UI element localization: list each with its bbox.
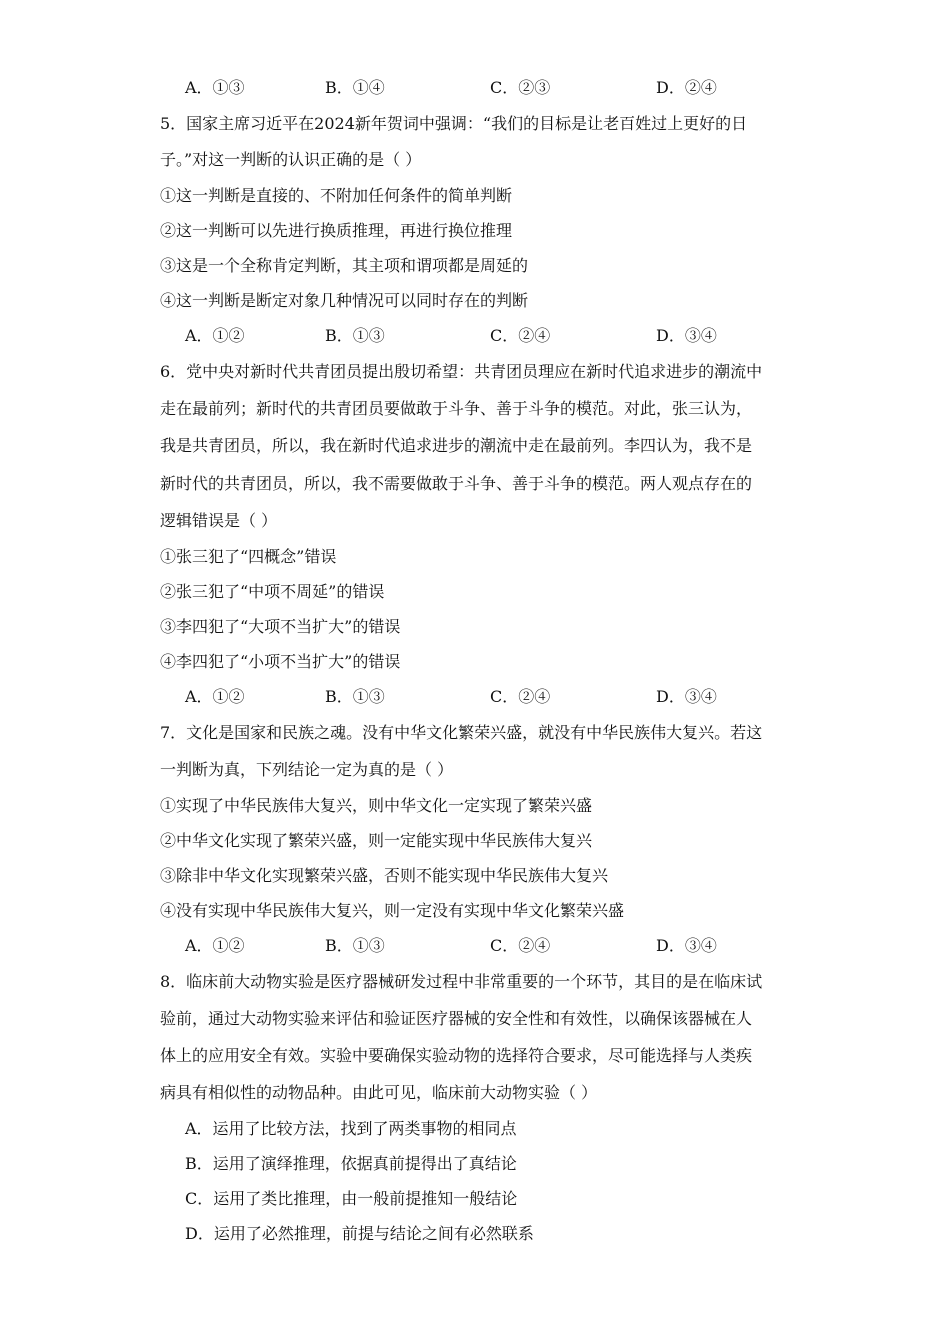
q6-item: ③李四犯了“大项不当扩大”的错误: [160, 617, 401, 636]
q5-item: ②这一判断可以先进行换质推理，再进行换位推理: [160, 221, 513, 240]
q6-stem-line: 我是共青团员，所以，我在新时代追求进步的潮流中走在最前列。李四认为，我不是: [160, 436, 753, 455]
q6-item: ②张三犯了“中项不周延”的错误: [160, 582, 385, 601]
q5-option-d: D．③④: [656, 326, 717, 345]
q8-option-a: A．运用了比较方法，找到了两类事物的相同点: [185, 1119, 517, 1138]
q6-option-b: B．①③: [325, 687, 385, 706]
q6-item: ①张三犯了“四概念”错误: [160, 547, 337, 566]
q7-option-d: D．③④: [656, 936, 717, 955]
q6-option-c: C．②④: [490, 687, 551, 706]
q7-item: ④没有实现中华民族伟大复兴，则一定没有实现中华文化繁荣兴盛: [160, 901, 625, 920]
q4-option-d: D．②④: [656, 78, 717, 97]
q8-option-b: B．运用了演绎推理，依据真前提得出了真结论: [185, 1154, 517, 1173]
q6-stem-line: 走在最前列；新时代的共青团员要做敢于斗争、善于斗争的模范。对此，张三认为，: [160, 399, 753, 418]
q7-item: ①实现了中华民族伟大复兴，则中华文化一定实现了繁荣兴盛: [160, 796, 593, 815]
q5-option-a: A．①②: [185, 326, 245, 345]
q4-option-b: B．①④: [325, 78, 385, 97]
q8-option-c: C．运用了类比推理，由一般前提推知一般结论: [185, 1189, 518, 1208]
q5-item: ①这一判断是直接的、不附加任何条件的简单判断: [160, 186, 513, 205]
q6-stem-line: 6．党中央对新时代共青团员提出殷切希望：共青团员理应在新时代追求进步的潮流中: [160, 362, 763, 381]
q7-item: ②中华文化实现了繁荣兴盛，则一定能实现中华民族伟大复兴: [160, 831, 593, 850]
q6-stem-line: 逻辑错误是（ ）: [160, 511, 278, 530]
q7-option-c: C．②④: [490, 936, 551, 955]
q7-stem-line: 一判断为真，下列结论一定为真的是（ ）: [160, 760, 454, 779]
q5-option-b: B．①③: [325, 326, 385, 345]
q4-option-a: A．①③: [185, 78, 245, 97]
q8-option-d: D．运用了必然推理，前提与结论之间有必然联系: [185, 1224, 534, 1243]
q4-option-c: C．②③: [490, 78, 551, 97]
q5-stem-line: 子。”对这一判断的认识正确的是（ ）: [160, 150, 422, 169]
q6-option-d: D．③④: [656, 687, 717, 706]
q5-option-c: C．②④: [490, 326, 551, 345]
q8-stem-line: 病具有相似性的动物品种。由此可见，临床前大动物实验（ ）: [160, 1083, 598, 1102]
q7-stem-line: 7．文化是国家和民族之魂。没有中华文化繁荣兴盛，就没有中华民族伟大复兴。若这: [160, 723, 763, 742]
q8-stem-line: 验前，通过大动物实验来评估和验证医疗器械的安全性和有效性，以确保该器械在人: [160, 1009, 753, 1028]
q7-item: ③除非中华文化实现繁荣兴盛，否则不能实现中华民族伟大复兴: [160, 866, 609, 885]
q5-stem-line: 5．国家主席习近平在2024新年贺词中强调：“我们的目标是让老百姓过上更好的日: [160, 114, 748, 133]
q5-item: ④这一判断是断定对象几种情况可以同时存在的判断: [160, 291, 529, 310]
q8-stem-line: 8．临床前大动物实验是医疗器械研发过程中非常重要的一个环节，其目的是在临床试: [160, 972, 763, 991]
q7-option-a: A．①②: [185, 936, 245, 955]
q6-option-a: A．①②: [185, 687, 245, 706]
q7-option-b: B．①③: [325, 936, 385, 955]
q6-item: ④李四犯了“小项不当扩大”的错误: [160, 652, 401, 671]
q5-item: ③这是一个全称肯定判断，其主项和谓项都是周延的: [160, 256, 529, 275]
q6-stem-line: 新时代的共青团员，所以，我不需要做敢于斗争、善于斗争的模范。两人观点存在的: [160, 474, 753, 493]
q8-stem-line: 体上的应用安全有效。实验中要确保实验动物的选择符合要求，尽可能选择与人类疾: [160, 1046, 753, 1065]
